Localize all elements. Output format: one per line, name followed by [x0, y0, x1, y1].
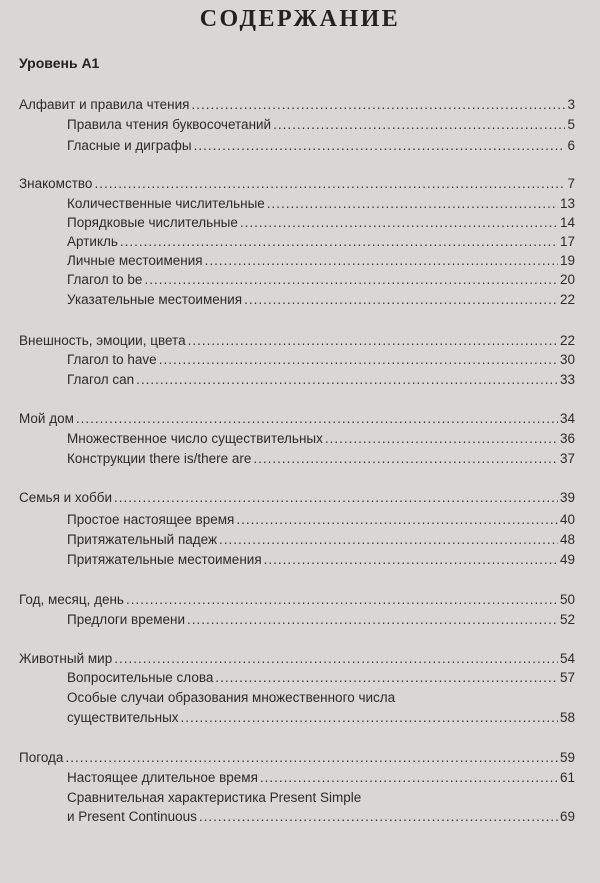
toc-chapter[interactable] — [0, 590, 575, 610]
dot-leader — [120, 232, 558, 252]
toc-chapter[interactable] — [0, 488, 575, 508]
dot-leader — [114, 488, 558, 508]
toc-section-title: Простое настоящее время — [67, 512, 235, 527]
toc-page-number: 30 — [559, 352, 575, 367]
toc-section-title: Настоящее длительное время — [67, 770, 258, 785]
toc-chapter-title: Погода — [19, 750, 64, 765]
toc-page-number: 50 — [559, 592, 575, 607]
toc-chapter[interactable] — [0, 95, 575, 115]
toc-section[interactable] — [0, 370, 575, 390]
toc-page-number: 57 — [559, 670, 575, 685]
toc-section-title: Вопросительные слова — [67, 670, 214, 685]
dot-leader — [267, 194, 558, 214]
dot-leader — [236, 510, 558, 530]
toc-chapter-title: Мой дом — [19, 411, 74, 426]
toc-page-number: 17 — [559, 234, 575, 249]
toc-section[interactable] — [0, 449, 575, 469]
toc-page-number: 20 — [559, 272, 575, 287]
toc-chapter-title: Алфавит и правила чтения — [19, 97, 190, 112]
toc-chapter-title: Животный мир — [19, 651, 113, 666]
toc-page-number: 59 — [559, 750, 575, 765]
toc-page-number: 19 — [559, 253, 575, 268]
toc-page-number: 49 — [559, 552, 575, 567]
toc-section[interactable] — [0, 270, 575, 290]
toc-section-title: существительных — [67, 710, 179, 725]
toc-section-title: Гласные и диграфы — [67, 138, 192, 153]
toc-section-title: Указательные местоимения — [67, 292, 243, 307]
toc-page-number: 48 — [559, 532, 575, 547]
toc-chapter-title: Знакомство — [19, 176, 93, 191]
toc-section[interactable] — [0, 251, 575, 271]
dot-leader — [76, 409, 558, 429]
toc-section[interactable] — [0, 610, 575, 630]
toc-section-title: Глагол to be — [67, 272, 143, 287]
toc-section-title: Порядковые числительные — [67, 215, 238, 230]
toc-page-number: 3 — [567, 97, 575, 112]
toc-chapter-title: Год, месяц, день — [19, 592, 124, 607]
dot-leader — [219, 530, 558, 550]
toc-page-number: 22 — [559, 333, 575, 348]
dot-leader — [199, 807, 558, 827]
toc-page-number: 33 — [559, 372, 575, 387]
dot-leader — [205, 251, 558, 271]
toc-section-title: Множественное число существительных — [67, 431, 323, 446]
toc-section[interactable] — [0, 232, 575, 252]
dot-leader — [260, 768, 558, 788]
dot-leader — [126, 590, 558, 610]
toc-page-number: 6 — [567, 138, 575, 153]
toc-section[interactable] — [0, 290, 575, 310]
toc-section[interactable] — [0, 194, 575, 214]
dot-leader — [144, 270, 558, 290]
toc-chapter[interactable] — [0, 649, 575, 669]
dot-leader — [240, 213, 558, 233]
toc-section[interactable] — [0, 807, 575, 827]
toc-page-number: 58 — [559, 710, 575, 725]
toc-page-number: 7 — [567, 176, 575, 191]
toc-section-title-line1: Особые случаи образования множественного числа — [67, 690, 396, 705]
dot-leader — [215, 668, 558, 688]
dot-leader — [188, 331, 558, 351]
toc-section[interactable] — [0, 429, 575, 449]
dot-leader — [181, 708, 558, 728]
toc-section[interactable] — [0, 708, 575, 728]
toc-section[interactable] — [0, 550, 575, 570]
dot-leader — [194, 136, 566, 156]
toc-section-title: Глагол to have — [67, 352, 157, 367]
toc-section-title: Личные местоимения — [67, 253, 203, 268]
level-heading: Уровень А1 — [19, 55, 100, 71]
toc-section-title: и Present Continuous — [67, 809, 197, 824]
toc-section-title: Притяжательный падеж — [67, 532, 218, 547]
toc-section[interactable] — [0, 510, 575, 530]
toc-section-title: Количественные числительные — [67, 196, 265, 211]
toc-chapter-title: Семья и хобби — [19, 490, 113, 505]
dot-leader — [136, 370, 558, 390]
toc-page-number: 69 — [559, 809, 575, 824]
toc-section-title-line1: Сравнительная характеристика Present Simple — [67, 790, 362, 805]
dot-leader — [187, 610, 558, 630]
toc-chapter[interactable] — [0, 748, 575, 768]
toc-chapter[interactable] — [0, 331, 575, 351]
toc-chapter-title: Внешность, эмоции, цвета — [19, 333, 186, 348]
toc-section-title: Артикль — [67, 234, 118, 249]
toc-section[interactable] — [0, 350, 575, 370]
toc-page-number: 54 — [559, 651, 575, 666]
toc-section[interactable] — [0, 768, 575, 788]
toc-chapter[interactable] — [0, 174, 575, 194]
toc-section-title: Предлоги времени — [67, 612, 186, 627]
dot-leader — [273, 115, 565, 135]
toc-page-number: 5 — [567, 117, 575, 132]
toc-page-number: 22 — [559, 292, 575, 307]
dot-leader — [114, 649, 558, 669]
toc-section-title: Глагол can — [67, 372, 135, 387]
toc-section[interactable] — [0, 136, 575, 156]
toc-page-number: 14 — [559, 215, 575, 230]
dot-leader — [159, 350, 558, 370]
toc-section-title: Притяжательные местоимения — [67, 552, 262, 567]
dot-leader — [65, 748, 558, 768]
dot-leader — [325, 429, 558, 449]
toc-page-number: 61 — [559, 770, 575, 785]
toc-page-number: 34 — [559, 411, 575, 426]
toc-chapter[interactable] — [0, 409, 575, 429]
dot-leader — [192, 95, 566, 115]
toc-page-number: 37 — [559, 451, 575, 466]
dot-leader — [244, 290, 558, 310]
toc-page-number: 36 — [559, 431, 575, 446]
dot-leader — [253, 449, 558, 469]
toc-page-number: 52 — [559, 612, 575, 627]
toc-page-number: 13 — [559, 196, 575, 211]
toc-section[interactable] — [0, 530, 575, 550]
toc-section[interactable] — [0, 213, 575, 233]
toc-section[interactable] — [0, 668, 575, 688]
dot-leader — [264, 550, 558, 570]
toc-section[interactable] — [0, 115, 575, 135]
toc-page-number: 39 — [559, 490, 575, 505]
toc-section-title: Конструкции there is/there are — [67, 451, 252, 466]
dot-leader — [94, 174, 565, 194]
toc-page-number: 40 — [559, 512, 575, 527]
toc-section-title: Правила чтения буквосочетаний — [67, 117, 272, 132]
page-title: СОДЕРЖАНИЕ — [199, 6, 401, 32]
